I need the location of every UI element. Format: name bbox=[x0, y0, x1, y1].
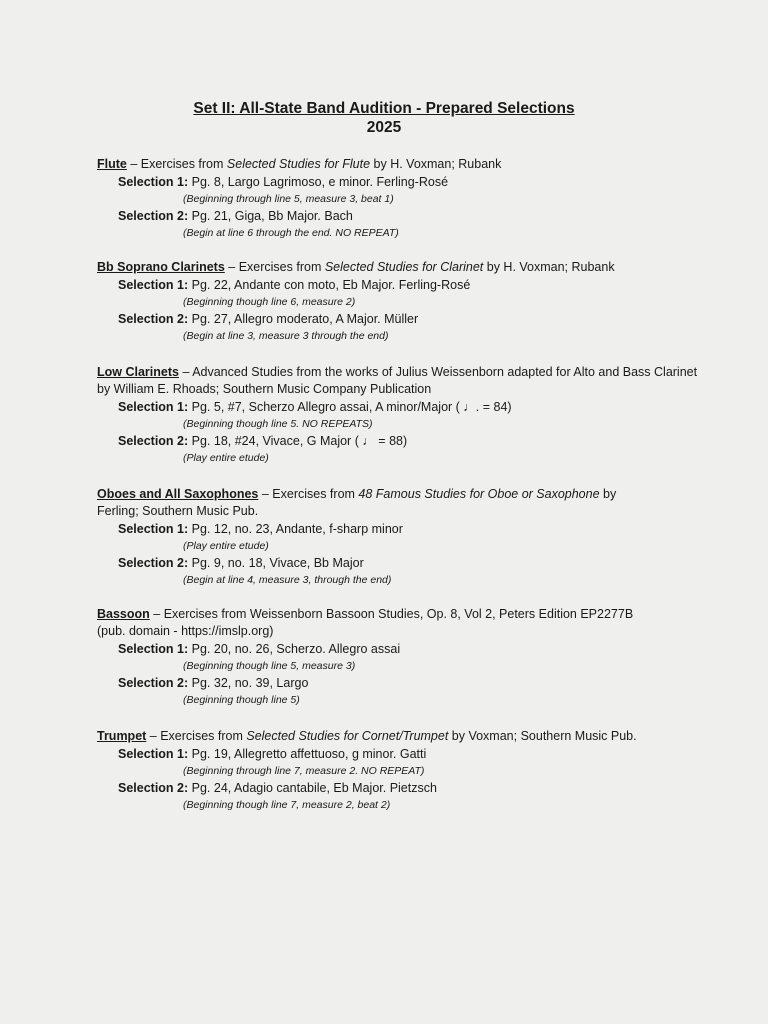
selection-note: (Beginning though line 5, measure 3) bbox=[183, 660, 356, 672]
selection-note: (Play entire etude) bbox=[183, 452, 269, 464]
selection-2: Selection 2: Pg. 21, Giga, Bb Major. Bach bbox=[118, 209, 353, 223]
instrument-name: Flute bbox=[97, 157, 127, 171]
instrument-name: Bassoon bbox=[97, 607, 150, 621]
book-title: Selected Studies for Clarinet bbox=[324, 260, 484, 274]
book-title: Selected Studies for Cornet/Trumpet bbox=[246, 729, 449, 743]
section-heading: Trumpet – Exercises from Selected Studies for Cornet/Trumpet by Voxman; Southern Music Pub. bbox=[97, 729, 637, 743]
section-heading-line2: (pub. domain - https://imslp.org) bbox=[97, 624, 274, 638]
selection-note: (Beginning through line 5, measure 3, beat 1) bbox=[183, 193, 394, 205]
selection-note: (Beginning though line 6, measure 2) bbox=[183, 296, 356, 308]
selection-1: Selection 1: Pg. 22, Andante con moto, Eb Major. Ferling-Rosé bbox=[118, 278, 471, 292]
selection-1: Selection 1: Pg. 5, #7, Scherzo Allegro assai, A minor/Major ( ♩. = 84) bbox=[118, 400, 512, 414]
selection-1: Selection 1: Pg. 20, no. 26, Scherzo. Allegro assai bbox=[118, 642, 401, 656]
section-heading: Bb Soprano Clarinets – Exercises from Selected Studies for Clarinet by H. Voxman; Rubank bbox=[97, 260, 615, 274]
section-heading-line2: by William E. Rhoads; Southern Music Company Publication bbox=[97, 382, 432, 396]
selection-note: (Begin at line 3, measure 3 through the end) bbox=[183, 330, 389, 342]
section-heading: Oboes and All Saxophones – Exercises from 48 Famous Studies for Oboe or Saxophone by bbox=[97, 487, 617, 501]
instrument-name: Bb Soprano Clarinets bbox=[97, 260, 225, 274]
selection-note: (Beginning through line 7, measure 2. NO REPEAT) bbox=[183, 765, 425, 777]
selection-2: Selection 2: Pg. 24, Adagio cantabile, Eb Major. Pietzsch bbox=[118, 781, 437, 795]
page-year: 2025 bbox=[366, 119, 402, 136]
section-trumpet bbox=[97, 728, 707, 813]
section-heading-line2: Ferling; Southern Music Pub. bbox=[97, 504, 259, 518]
selection-note: (Begin at line 4, measure 3, through the end) bbox=[183, 574, 392, 586]
section-bb-soprano-clarinets bbox=[97, 259, 707, 344]
page-title: Set II: All-State Band Audition - Prepared Selections bbox=[193, 100, 575, 117]
selection-2: Selection 2: Pg. 27, Allegro moderato, A Major. Müller bbox=[118, 312, 419, 326]
book-title: 48 Famous Studies for Oboe or Saxophone bbox=[358, 487, 600, 501]
selection-1: Selection 1: Pg. 8, Largo Lagrimoso, e minor. Ferling-Rosé bbox=[118, 175, 449, 189]
section-oboes-saxophones bbox=[97, 486, 707, 588]
section-heading: Bassoon – Exercises from Weissenborn Bassoon Studies, Op. 8, Vol 2, Peters Edition EP2277B bbox=[97, 607, 634, 621]
selection-1: Selection 1: Pg. 12, no. 23, Andante, f-sharp minor bbox=[118, 522, 403, 536]
instrument-name: Low Clarinets bbox=[97, 365, 179, 379]
section-heading: Low Clarinets – Advanced Studies from the works of Julius Weissenborn adapted for Alto and Bass Clarinet bbox=[97, 365, 698, 379]
section-bassoon bbox=[97, 606, 707, 708]
selection-2: Selection 2: Pg. 32, no. 39, Largo bbox=[118, 676, 309, 690]
selection-2: Selection 2: Pg. 9, no. 18, Vivace, Bb Major bbox=[118, 556, 364, 570]
selection-note: (Play entire etude) bbox=[183, 540, 269, 552]
book-title: Selected Studies for Flute bbox=[226, 157, 371, 171]
selection-note: (Beginning though line 5) bbox=[183, 694, 300, 706]
selection-note: (Beginning though line 7, measure 2, beat 2) bbox=[183, 799, 391, 811]
section-heading: Flute – Exercises from Selected Studies for Flute by H. Voxman; Rubank bbox=[97, 157, 502, 171]
instrument-name: Trumpet bbox=[97, 729, 147, 743]
instrument-name: Oboes and All Saxophones bbox=[97, 487, 259, 501]
selection-2: Selection 2: Pg. 18, #24, Vivace, G Major ( ♩ = 88) bbox=[118, 434, 408, 448]
page-header bbox=[0, 99, 768, 137]
selection-note: (Beginning though line 5. NO REPEATS) bbox=[183, 418, 373, 430]
section-flute bbox=[97, 156, 707, 241]
selection-note: (Begin at line 6 through the end. NO REPEAT) bbox=[183, 227, 399, 239]
section-low-clarinets bbox=[97, 364, 707, 466]
selection-1: Selection 1: Pg. 19, Allegretto affettuoso, g minor. Gatti bbox=[118, 747, 427, 761]
